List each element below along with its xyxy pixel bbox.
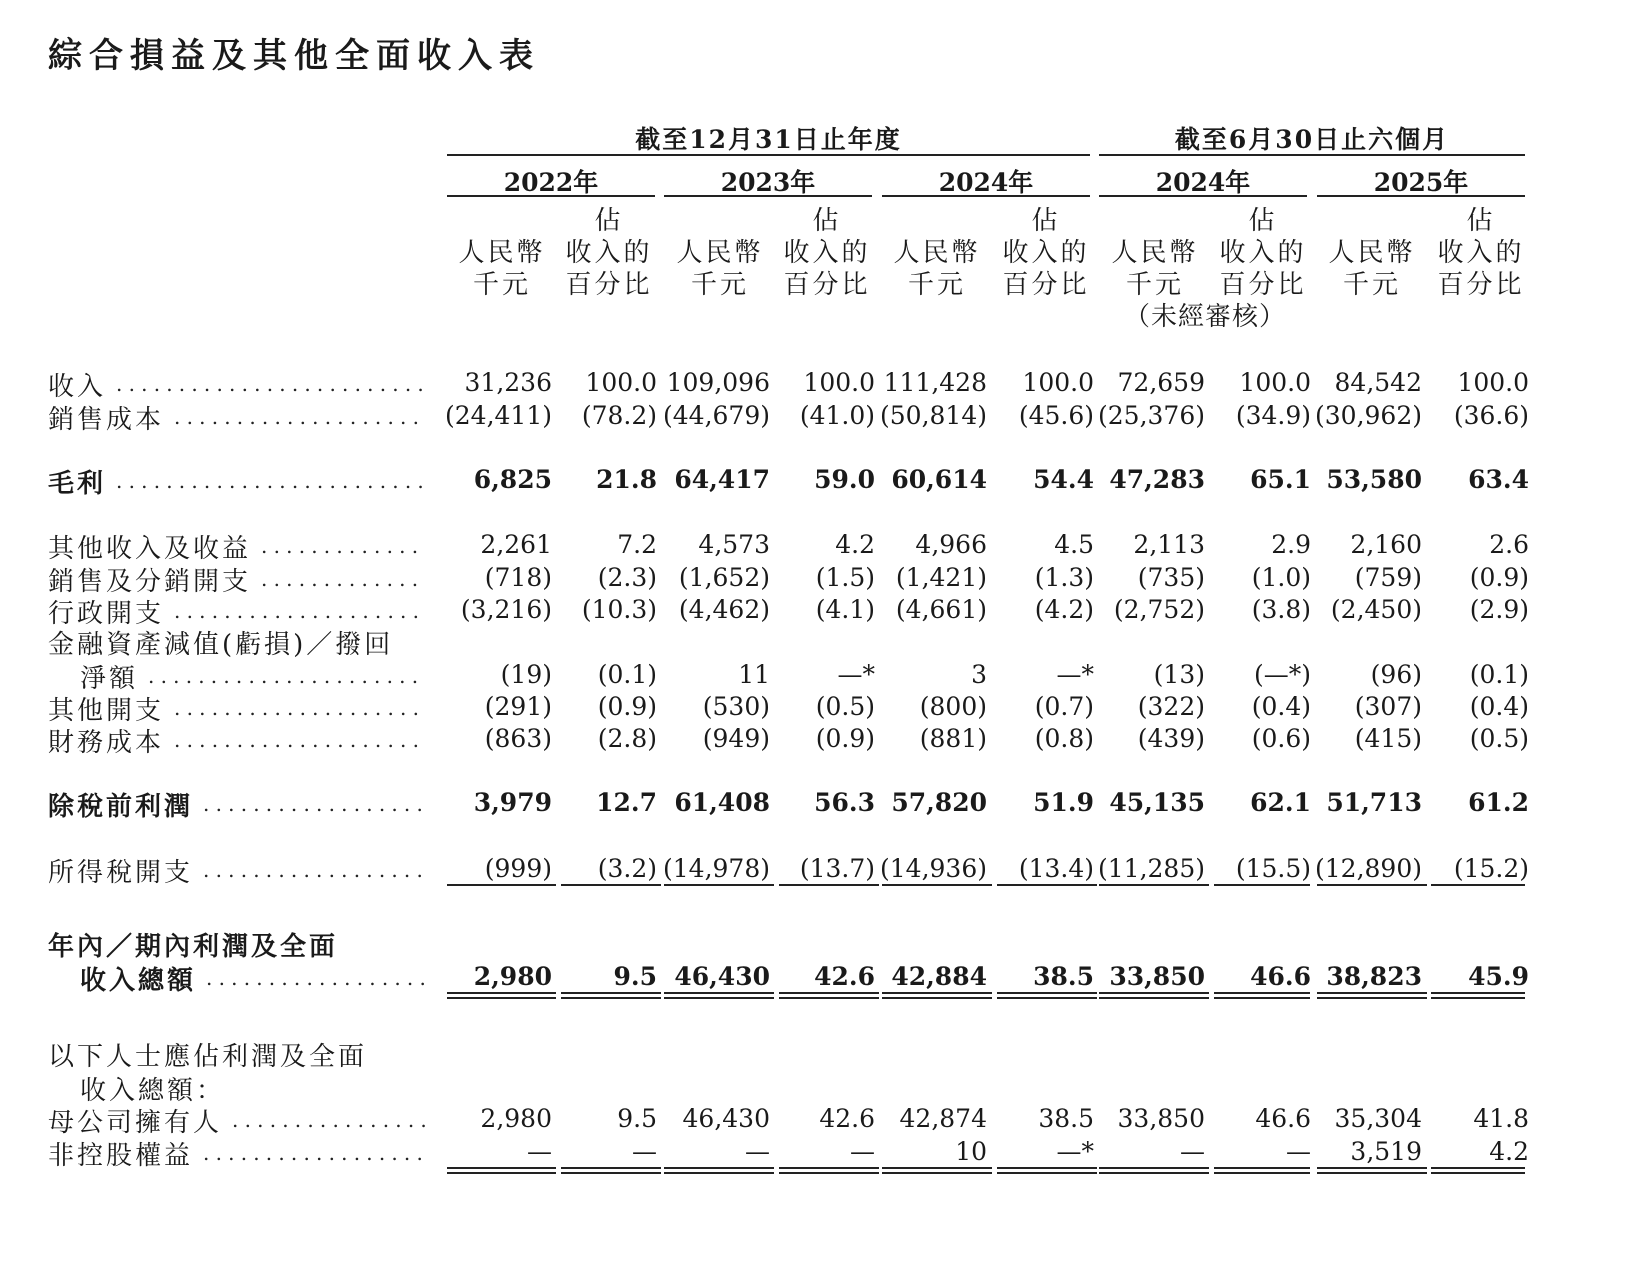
- percentage-cell: (1.5): [815, 563, 875, 592]
- leader-dots: ..................: [206, 966, 433, 990]
- subtotal-underline: [997, 884, 1097, 886]
- percentage-cell: (78.2): [581, 401, 657, 430]
- percentage-cell: 100.0: [803, 368, 875, 397]
- percentage-cell: 100.0: [1457, 368, 1529, 397]
- percentage-cell: 46.6: [1255, 1104, 1311, 1133]
- leader-dots: ..................: [203, 792, 430, 816]
- total-double-underline: [882, 992, 992, 999]
- percentage-cell: 38.5: [1033, 962, 1094, 991]
- amount-cell: 51,713: [1326, 788, 1422, 817]
- total-double-underline: [664, 1167, 774, 1174]
- total-double-underline: [1431, 992, 1525, 999]
- amount-unit-header: 人民幣: [676, 238, 764, 268]
- amount-cell: 72,659: [1117, 368, 1205, 397]
- leader-dots: .........................: [116, 372, 430, 396]
- percentage-cell: 62.1: [1250, 788, 1311, 817]
- amount-cell: 60,614: [891, 465, 987, 494]
- row-label-profit-before-tax: 除稅前利潤: [48, 792, 194, 822]
- percentage-unit-header: 佔: [1248, 206, 1278, 236]
- amount-cell: (1,421): [895, 563, 987, 592]
- percentage-cell: (0.9): [597, 692, 657, 721]
- percentage-cell: (10.3): [581, 595, 657, 624]
- percentage-cell: 45.9: [1468, 962, 1529, 991]
- percentage-cell: (2.8): [597, 724, 657, 753]
- percentage-cell: —*: [837, 660, 875, 689]
- percentage-cell: 7.2: [617, 530, 657, 559]
- percentage-unit-header: 佔: [1031, 206, 1061, 236]
- percentage-cell: —: [850, 1137, 875, 1166]
- amount-cell: (2,752): [1113, 595, 1205, 624]
- percentage-cell: (0.1): [597, 660, 657, 689]
- row-label-continued: 淨額: [80, 664, 139, 694]
- amount-cell: 111,428: [883, 368, 987, 397]
- percentage-cell: (0.9): [815, 724, 875, 753]
- percentage-cell: (—*): [1253, 660, 1311, 689]
- subtotal-underline: [1099, 884, 1209, 886]
- percentage-cell: 42.6: [819, 1104, 875, 1133]
- amount-unit-header: 人民幣: [1111, 238, 1199, 268]
- percentage-cell: (41.0): [799, 401, 875, 430]
- amount-cell: 47,283: [1109, 465, 1205, 494]
- percentage-cell: 21.8: [596, 465, 657, 494]
- percentage-cell: (13.7): [799, 854, 875, 883]
- amount-cell: 4,966: [915, 530, 987, 559]
- amount-cell: (307): [1354, 692, 1422, 721]
- percentage-cell: 54.4: [1033, 465, 1094, 494]
- total-double-underline: [1317, 1167, 1427, 1174]
- period-header-rule: [1099, 154, 1525, 156]
- leader-dots: .............: [261, 567, 425, 591]
- total-double-underline: [1214, 992, 1310, 999]
- row-label-impairment: 金融資產減值(虧損)／撥回: [48, 630, 394, 660]
- amount-cell: (4,462): [678, 595, 770, 624]
- amount-cell: (4,661): [895, 595, 987, 624]
- percentage-cell: 9.5: [617, 1104, 657, 1133]
- amount-unit-header: 人民幣: [1328, 238, 1416, 268]
- subtotal-underline: [779, 884, 879, 886]
- amount-cell: (1,652): [678, 563, 770, 592]
- amount-cell: (14,978): [663, 854, 770, 883]
- percentage-cell: (1.0): [1251, 563, 1311, 592]
- leader-dots: ....................: [174, 696, 426, 720]
- percentage-cell: —: [632, 1137, 657, 1166]
- percentage-unit-header: 百分比: [1437, 270, 1525, 300]
- amount-cell: (759): [1354, 563, 1422, 592]
- total-double-underline: [1317, 992, 1427, 999]
- amount-cell: 109,096: [666, 368, 770, 397]
- amount-unit-header: 千元: [1342, 270, 1401, 300]
- percentage-cell: 65.1: [1250, 465, 1311, 494]
- percentage-cell: (0.8): [1034, 724, 1094, 753]
- percentage-unit-header: 佔: [812, 206, 842, 236]
- amount-cell: (999): [484, 854, 552, 883]
- amount-cell: 2,160: [1350, 530, 1422, 559]
- year-header-rule: [664, 195, 872, 197]
- amount-cell: 10: [955, 1137, 987, 1166]
- amount-cell: (735): [1137, 563, 1205, 592]
- amount-cell: 4,573: [698, 530, 770, 559]
- amount-cell: 64,417: [674, 465, 770, 494]
- percentage-unit-header: 收入的: [783, 238, 871, 268]
- amount-cell: (44,679): [663, 401, 770, 430]
- amount-cell: (881): [919, 724, 987, 753]
- amount-cell: 84,542: [1334, 368, 1422, 397]
- amount-cell: 31,236: [464, 368, 552, 397]
- amount-cell: —: [745, 1137, 770, 1166]
- row-label-selling-expenses: 銷售及分銷開支: [48, 567, 252, 597]
- amount-cell: (50,814): [880, 401, 987, 430]
- subtotal-underline: [664, 884, 774, 886]
- percentage-cell: (0.7): [1034, 692, 1094, 721]
- row-label-attributable-heading: 以下人士應佔利潤及全面: [48, 1042, 368, 1072]
- leader-dots: ....................: [174, 599, 426, 623]
- amount-cell: (2,450): [1330, 595, 1422, 624]
- amount-cell: —: [1180, 1137, 1205, 1166]
- amount-cell: (949): [702, 724, 770, 753]
- year-header-rule: [447, 195, 655, 197]
- percentage-cell: (0.1): [1469, 660, 1529, 689]
- year-header: 2023年: [720, 168, 816, 197]
- row-label-non-controlling: 非控股權益: [48, 1141, 194, 1171]
- amount-cell: 57,820: [891, 788, 987, 817]
- amount-cell: (718): [484, 563, 552, 592]
- leader-dots: ................: [232, 1108, 433, 1132]
- percentage-cell: 12.7: [596, 788, 657, 817]
- row-label-income-tax: 所得稅開支: [48, 858, 194, 888]
- percentage-cell: 63.4: [1468, 465, 1529, 494]
- total-double-underline: [997, 1167, 1097, 1174]
- percentage-cell: (15.2): [1453, 854, 1529, 883]
- leader-dots: ....................: [174, 405, 426, 429]
- percentage-cell: 9.5: [613, 962, 657, 991]
- percentage-cell: 38.5: [1038, 1104, 1094, 1133]
- amount-cell: 33,850: [1109, 962, 1205, 991]
- year-header-rule: [882, 195, 1090, 197]
- amount-unit-header: 千元: [907, 270, 966, 300]
- percentage-cell: (2.3): [597, 563, 657, 592]
- percentage-cell: (3.8): [1251, 595, 1311, 624]
- year-header: 2024年: [1155, 168, 1251, 197]
- amount-unit-header: 人民幣: [893, 238, 981, 268]
- percentage-unit-header: 收入的: [1437, 238, 1525, 268]
- amount-cell: 2,980: [473, 962, 552, 991]
- percentage-cell: 46.6: [1250, 962, 1311, 991]
- amount-cell: 46,430: [674, 962, 770, 991]
- amount-cell: 46,430: [682, 1104, 770, 1133]
- amount-cell: (96): [1370, 660, 1422, 689]
- percentage-cell: (2.9): [1469, 595, 1529, 624]
- percentage-cell: (1.3): [1034, 563, 1094, 592]
- amount-cell: (19): [500, 660, 552, 689]
- year-header-rule: [1099, 195, 1307, 197]
- total-double-underline: [779, 992, 879, 999]
- amount-cell: (12,890): [1315, 854, 1422, 883]
- subtotal-underline: [1431, 884, 1525, 886]
- amount-cell: 45,135: [1109, 788, 1205, 817]
- percentage-cell: 41.8: [1473, 1104, 1529, 1133]
- row-label-admin-expenses: 行政開支: [48, 599, 165, 629]
- period-header: 截至6月30日止六個月: [1174, 125, 1450, 154]
- subtotal-underline: [882, 884, 992, 886]
- amount-cell: (25,376): [1098, 401, 1205, 430]
- total-double-underline: [779, 1167, 879, 1174]
- amount-cell: (322): [1137, 692, 1205, 721]
- percentage-cell: (36.6): [1453, 401, 1529, 430]
- amount-cell: 42,884: [891, 962, 987, 991]
- year-header-rule: [1317, 195, 1525, 197]
- row-label-continued: 收入總額: [80, 966, 197, 996]
- amount-cell: (800): [919, 692, 987, 721]
- amount-cell: (863): [484, 724, 552, 753]
- percentage-cell: 42.6: [814, 962, 875, 991]
- total-double-underline: [1214, 1167, 1310, 1174]
- subtotal-underline: [561, 884, 661, 886]
- unaudited-note: （未經審核）: [1123, 302, 1286, 332]
- percentage-unit-header: 收入的: [565, 238, 653, 268]
- total-double-underline: [1431, 1167, 1525, 1174]
- amount-cell: 2,980: [480, 1104, 552, 1133]
- percentage-unit-header: 百分比: [1219, 270, 1307, 300]
- amount-cell: (24,411): [445, 401, 552, 430]
- subtotal-underline: [1317, 884, 1427, 886]
- percentage-cell: (0.4): [1251, 692, 1311, 721]
- row-label-finance-costs: 財務成本: [48, 728, 165, 758]
- total-double-underline: [1099, 1167, 1209, 1174]
- amount-cell: 3,979: [473, 788, 552, 817]
- total-double-underline: [882, 1167, 992, 1174]
- period-header: 截至12月31日止年度: [635, 125, 902, 154]
- amount-cell: (291): [484, 692, 552, 721]
- amount-unit-header: 千元: [690, 270, 749, 300]
- percentage-cell: (45.6): [1018, 401, 1094, 430]
- amount-cell: 53,580: [1326, 465, 1422, 494]
- leader-dots: ......................: [148, 664, 425, 688]
- amount-cell: —: [527, 1137, 552, 1166]
- percentage-cell: (0.5): [1469, 724, 1529, 753]
- total-double-underline: [997, 992, 1097, 999]
- leader-dots: ....................: [174, 728, 426, 752]
- amount-cell: (13): [1153, 660, 1205, 689]
- percentage-cell: 59.0: [814, 465, 875, 494]
- percentage-cell: 51.9: [1033, 788, 1094, 817]
- leader-dots: .............: [261, 534, 425, 558]
- percentage-cell: (4.1): [815, 595, 875, 624]
- percentage-cell: 61.2: [1468, 788, 1529, 817]
- amount-cell: 2,261: [480, 530, 552, 559]
- percentage-cell: —*: [1056, 1137, 1094, 1166]
- percentage-cell: 100.0: [585, 368, 657, 397]
- leader-dots: .........................: [116, 469, 430, 493]
- amount-cell: 33,850: [1117, 1104, 1205, 1133]
- amount-cell: (30,962): [1315, 401, 1422, 430]
- percentage-cell: 2.9: [1271, 530, 1311, 559]
- year-header: 2022年: [503, 168, 599, 197]
- percentage-unit-header: 收入的: [1219, 238, 1307, 268]
- percentage-cell: —: [1286, 1137, 1311, 1166]
- amount-unit-header: 千元: [472, 270, 531, 300]
- percentage-cell: 56.3: [814, 788, 875, 817]
- amount-cell: 3: [971, 660, 987, 689]
- percentage-cell: (0.6): [1251, 724, 1311, 753]
- percentage-unit-header: 佔: [594, 206, 624, 236]
- percentage-unit-header: 百分比: [1002, 270, 1090, 300]
- percentage-cell: 100.0: [1022, 368, 1094, 397]
- percentage-cell: (4.2): [1034, 595, 1094, 624]
- percentage-unit-header: 百分比: [783, 270, 871, 300]
- total-double-underline: [561, 1167, 661, 1174]
- amount-cell: 3,519: [1350, 1137, 1422, 1166]
- percentage-unit-header: 百分比: [565, 270, 653, 300]
- percentage-cell: (13.4): [1018, 854, 1094, 883]
- year-header: 2025年: [1373, 168, 1469, 197]
- total-double-underline: [1099, 992, 1209, 999]
- amount-unit-header: 人民幣: [458, 238, 546, 268]
- total-double-underline: [447, 1167, 556, 1174]
- amount-cell: (530): [702, 692, 770, 721]
- amount-cell: 61,408: [674, 788, 770, 817]
- row-label-continued: 收入總額：: [80, 1076, 226, 1106]
- total-double-underline: [447, 992, 556, 999]
- percentage-cell: (0.4): [1469, 692, 1529, 721]
- amount-cell: 38,823: [1326, 962, 1422, 991]
- amount-cell: (439): [1137, 724, 1205, 753]
- percentage-cell: 2.6: [1489, 530, 1529, 559]
- total-double-underline: [561, 992, 661, 999]
- year-header: 2024年: [938, 168, 1034, 197]
- amount-cell: 11: [738, 660, 770, 689]
- amount-cell: 42,874: [899, 1104, 987, 1133]
- percentage-unit-header: 佔: [1466, 206, 1496, 236]
- percentage-cell: 4.2: [835, 530, 875, 559]
- leader-dots: ..................: [203, 858, 430, 882]
- period-header-rule: [447, 154, 1090, 156]
- amount-cell: (3,216): [460, 595, 552, 624]
- percentage-cell: (0.5): [815, 692, 875, 721]
- percentage-cell: (0.9): [1469, 563, 1529, 592]
- amount-unit-header: 千元: [1125, 270, 1184, 300]
- percentage-cell: (15.5): [1235, 854, 1311, 883]
- percentage-cell: 100.0: [1239, 368, 1311, 397]
- percentage-cell: 4.5: [1054, 530, 1094, 559]
- row-label-owners-of-parent: 母公司擁有人: [48, 1108, 223, 1138]
- amount-cell: (415): [1354, 724, 1422, 753]
- page-title: 綜合損益及其他全面收入表: [48, 36, 540, 76]
- percentage-cell: (34.9): [1235, 401, 1311, 430]
- amount-cell: 2,113: [1133, 530, 1205, 559]
- row-label-total-comprehensive-income: 年內／期內利潤及全面: [48, 932, 339, 962]
- percentage-unit-header: 收入的: [1002, 238, 1090, 268]
- percentage-cell: (3.2): [597, 854, 657, 883]
- row-label-revenue: 收入: [48, 372, 107, 402]
- amount-cell: (14,936): [880, 854, 987, 883]
- percentage-cell: —*: [1056, 660, 1094, 689]
- amount-cell: 35,304: [1334, 1104, 1422, 1133]
- row-label-other-expenses: 其他開支: [48, 696, 165, 726]
- subtotal-underline: [447, 884, 556, 886]
- row-label-other-income: 其他收入及收益: [48, 534, 252, 564]
- subtotal-underline: [1214, 884, 1310, 886]
- percentage-cell: 4.2: [1489, 1137, 1529, 1166]
- amount-cell: 6,825: [473, 465, 552, 494]
- total-double-underline: [664, 992, 774, 999]
- row-label-cost-of-sales: 銷售成本: [48, 405, 165, 435]
- leader-dots: ..................: [203, 1141, 430, 1165]
- amount-cell: (11,285): [1098, 854, 1205, 883]
- row-label-gross-profit: 毛利: [48, 469, 107, 499]
